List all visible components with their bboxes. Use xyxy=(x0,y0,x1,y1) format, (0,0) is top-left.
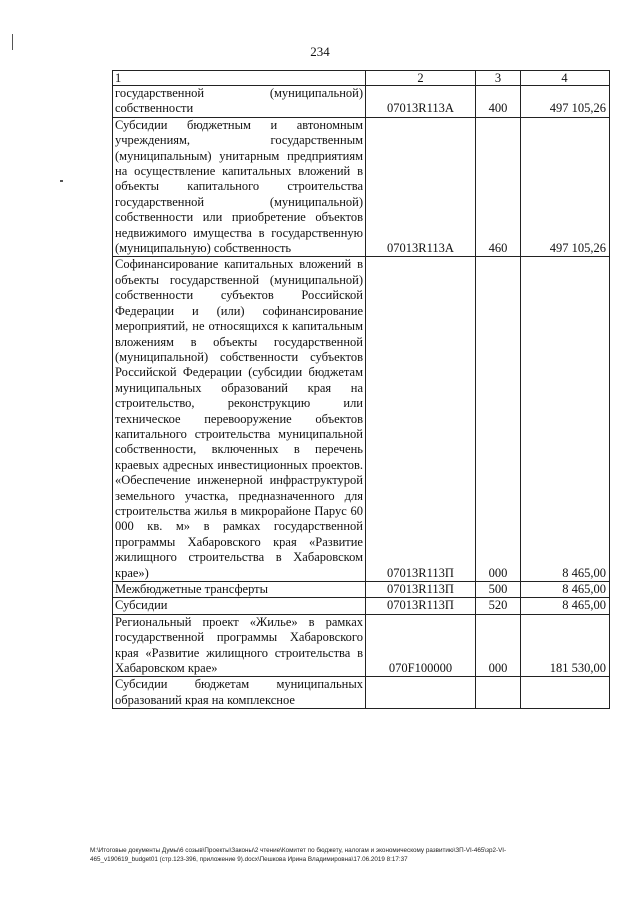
row-amount xyxy=(521,677,610,709)
row-description: Субсидии xyxy=(113,598,366,614)
scan-speck xyxy=(60,180,63,182)
row-description: Субсидии бюджетным и автономным учреждениям, государственным (муниципальным) унитарным предприятиям на осуществление капитальных вложений в объекты капитального строительства государственной (муниципальной) собственности или приобретение объектов недвижимого имущества в государственную (муниципальную) собственность xyxy=(113,117,366,257)
table-row xyxy=(113,117,610,257)
row-code: 07013R113A xyxy=(366,117,476,257)
row-amount: 181 530,00 xyxy=(521,614,610,677)
row-amount: 8 465,00 xyxy=(521,257,610,582)
budget-table xyxy=(112,70,610,709)
table-row xyxy=(113,582,610,598)
footer-path-line-1: М:\Итоговые документы Думы\6 созыв\Проекты\Законы\2 чтение\Комитет по бюджету, налогам и экономическому развитию\ЗП-VI-465\зр2-VI- xyxy=(90,847,507,854)
row-code xyxy=(366,677,476,709)
row-amount: 8 465,00 xyxy=(521,598,610,614)
row-description: Субсидии бюджетам муниципальных образований края на комплексное xyxy=(113,677,366,709)
table-row xyxy=(113,86,610,118)
row-type: 500 xyxy=(476,582,521,598)
row-code: 07013R113П xyxy=(366,598,476,614)
footer-path-line-2: 465_v190619_budget01 (стр.123-396, приложение 9).docx\Пешкова Ирина Владимировна\17.06.2019 8:17:37 xyxy=(90,856,408,863)
document-footer xyxy=(90,846,620,864)
row-code: 07013R113П xyxy=(366,582,476,598)
row-type: 520 xyxy=(476,598,521,614)
table-row xyxy=(113,598,610,614)
column-header-2: 2 xyxy=(366,71,476,86)
row-type: 000 xyxy=(476,614,521,677)
table-row xyxy=(113,614,610,677)
row-type: 000 xyxy=(476,257,521,582)
column-header-1: 1 xyxy=(113,71,366,86)
row-type: 400 xyxy=(476,86,521,118)
page-number: 234 xyxy=(310,44,330,59)
row-description: Региональный проект «Жилье» в рамках государственной программы Хабаровского края «Развитие жилищного строительства в Хабаровском крае» xyxy=(113,614,366,677)
row-type: 460 xyxy=(476,117,521,257)
table-row xyxy=(113,257,610,582)
row-code: 07013R113П xyxy=(366,257,476,582)
table-header-row xyxy=(113,71,610,86)
row-code: 07013R113A xyxy=(366,86,476,118)
row-description: государственной (муниципальной) собственности xyxy=(113,86,366,118)
row-amount: 497 105,26 xyxy=(521,117,610,257)
table-row xyxy=(113,677,610,709)
row-amount: 8 465,00 xyxy=(521,582,610,598)
row-code: 070F100000 xyxy=(366,614,476,677)
row-description: Софинансирование капитальных вложений в объекты государственной (муниципальной) собственности субъектов Российской Федерации и (или) софинансирование мероприятий, не относящихся к капитальным вложениям в объекты государственной (муниципальной) собственности субъектов Российской Федерации (субсидии бюджетам муниципальных образований края на строительство, реконструкцию или техническое перевооружение объектов капитального строительства муниципальной собственности, включенных в перечень краевых адресных инвестиционных проектов. «Обеспечение инженерной инфраструктурой земельного участка, предназначенного для строительства жилья в микрорайоне Парус 60 000 кв. м» в рамках государственной программы Хабаровского края «Развитие жилищного строительства в Хабаровском крае») xyxy=(113,257,366,582)
row-type xyxy=(476,677,521,709)
column-header-3: 3 xyxy=(476,71,521,86)
row-description: Межбюджетные трансферты xyxy=(113,582,366,598)
column-header-4: 4 xyxy=(521,71,610,86)
row-amount: 497 105,26 xyxy=(521,86,610,118)
